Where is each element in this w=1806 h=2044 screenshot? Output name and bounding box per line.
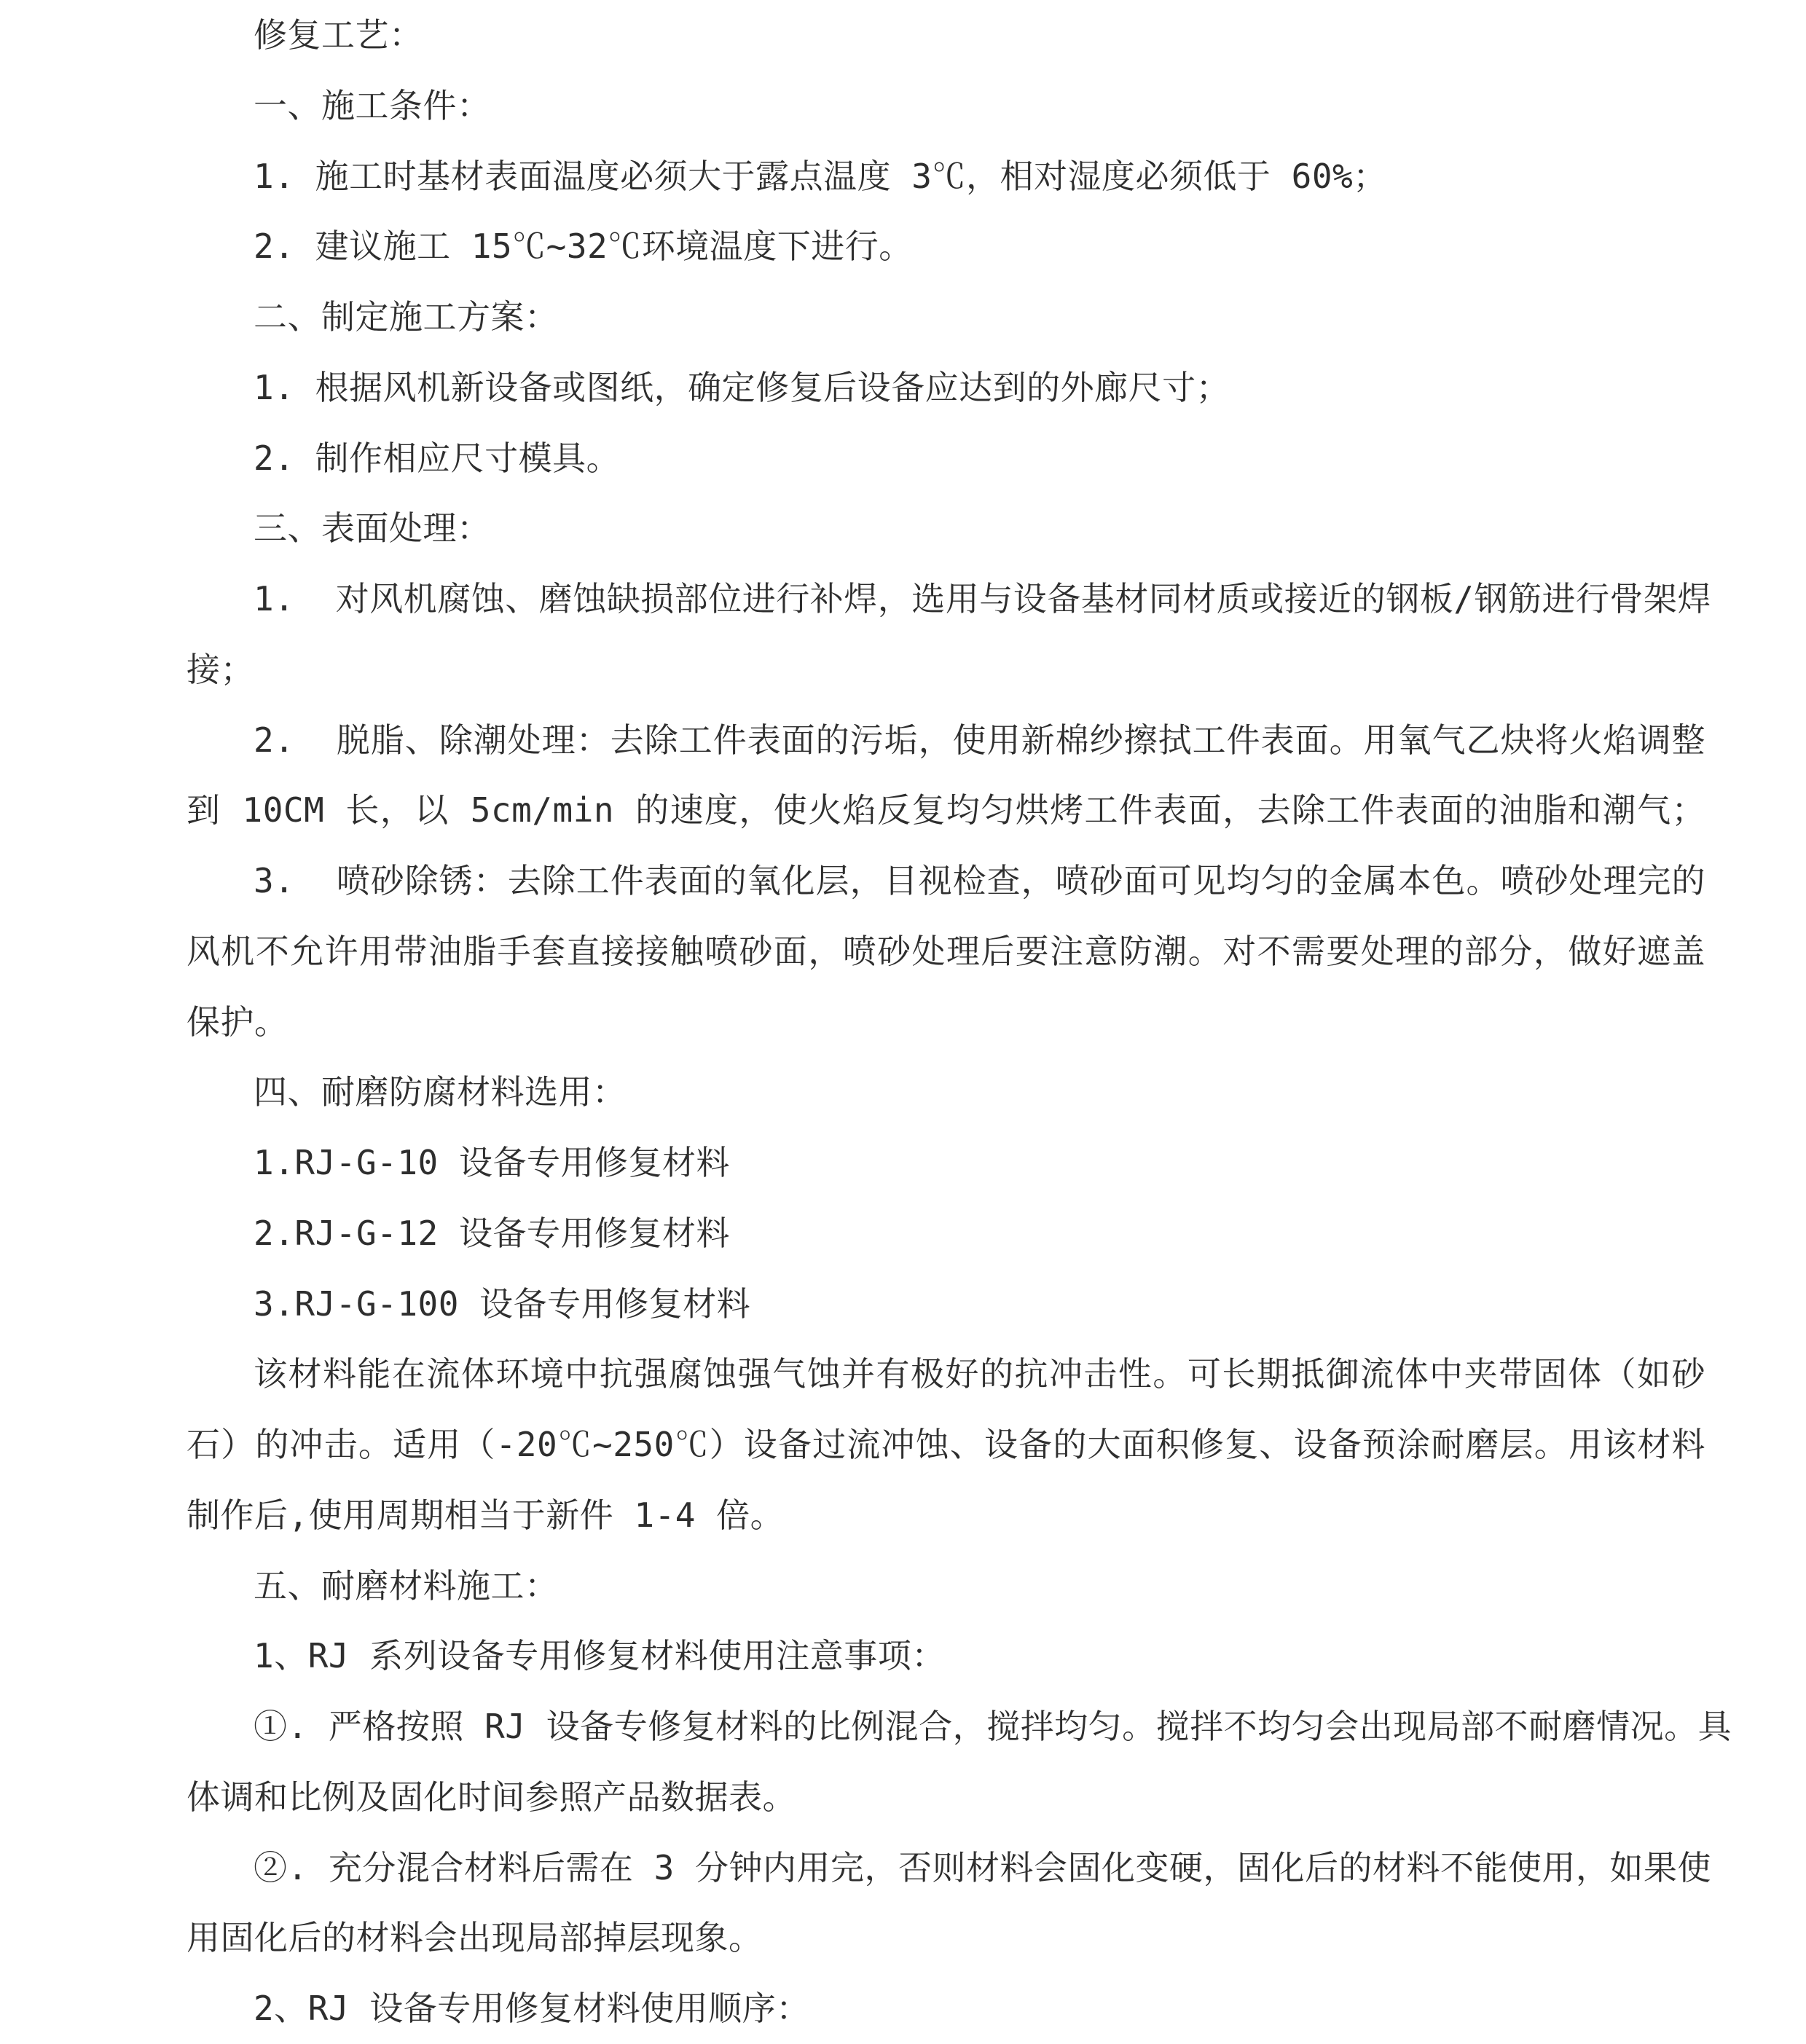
line-continuation: 到 10CM 长，以 5cm/min 的速度，使火焰反复均匀烘烤工件表面，去除工件表面的油脂和潮气； (187, 790, 1705, 830)
line-continuation: 体调和比例及固化时间参照产品数据表。 (187, 1777, 796, 1817)
line-item: 1. 施工时基材表面温度必须大于露点温度 3℃，相对湿度必须低于 60%； (254, 156, 1387, 196)
line-item: 2. 建议施工 15℃~32℃环境温度下进行。 (254, 227, 913, 267)
line-title: 修复工艺： (254, 15, 423, 55)
line-continuation: 制作后,使用周期相当于新件 1-4 倍。 (187, 1495, 785, 1535)
line-item: 3.RJ-G-100 设备专用修复材料 (254, 1284, 751, 1324)
line-item: ②. 充分混合材料后需在 3 分钟内用完，否则材料会固化变硬，固化后的材料不能使用，如果使 (254, 1847, 1711, 1887)
line-item: 2、RJ 设备专用修复材料使用顺序： (254, 1989, 810, 2028)
line-heading: 一、施工条件： (254, 85, 491, 125)
line-continuation: 风机不允许用带油脂手套直接接触喷砂面，喷砂处理后要注意防潮。对不需要处理的部分，做好遮盖 (187, 931, 1705, 971)
line-continuation: 接； (187, 649, 254, 689)
line-item: 2.RJ-G-12 设备专用修复材料 (254, 1213, 730, 1253)
line-item: 2. 脱脂、除潮处理：去除工件表面的污垢，使用新棉纱擦拭工件表面。用氧气乙炔将火焰调整 (254, 720, 1705, 760)
line-heading: 二、制定施工方案： (254, 297, 559, 337)
line-item: 2. 制作相应尺寸模具。 (254, 438, 621, 478)
line-heading: 五、耐磨材料施工： (254, 1565, 559, 1605)
line-continuation: 石）的冲击。适用（-20℃~250℃）设备过流冲蚀、设备的大面积修复、设备预涂耐磨层。用该材料 (187, 1425, 1705, 1464)
line-item: ①. 严格按照 RJ 设备专修复材料的比例混合，搅拌均匀。搅拌不均匀会出现局部不耐磨情况。具 (254, 1707, 1732, 1746)
line-continuation: 保护。 (187, 1002, 288, 1042)
document-page (187, 0, 1732, 2044)
line-heading: 四、耐磨防腐材料选用： (254, 1072, 627, 1112)
line-item: 1. 根据风机新设备或图纸，确定修复后设备应达到的外廊尺寸； (254, 367, 1230, 407)
line-item: 1. 对风机腐蚀、磨蚀缺损部位进行补焊，选用与设备基材同材质或接近的钢板/钢筋进行骨架焊 (254, 579, 1711, 618)
line-item: 1.RJ-G-10 设备专用修复材料 (254, 1143, 730, 1182)
line-item: 3. 喷砂除锈：去除工件表面的氧化层，目视检查，喷砂面可见均匀的金属本色。喷砂处理完的 (254, 861, 1705, 900)
line-item: 1、RJ 系列设备专用修复材料使用注意事项： (254, 1636, 946, 1676)
line-heading: 三、表面处理： (254, 508, 491, 549)
line-continuation: 用固化后的材料会出现局部掉层现象。 (187, 1918, 763, 1958)
line-paragraph: 该材料能在流体环境中抗强腐蚀强气蚀并有极好的抗冲击性。可长期抵御流体中夹带固体（如砂 (254, 1354, 1705, 1394)
